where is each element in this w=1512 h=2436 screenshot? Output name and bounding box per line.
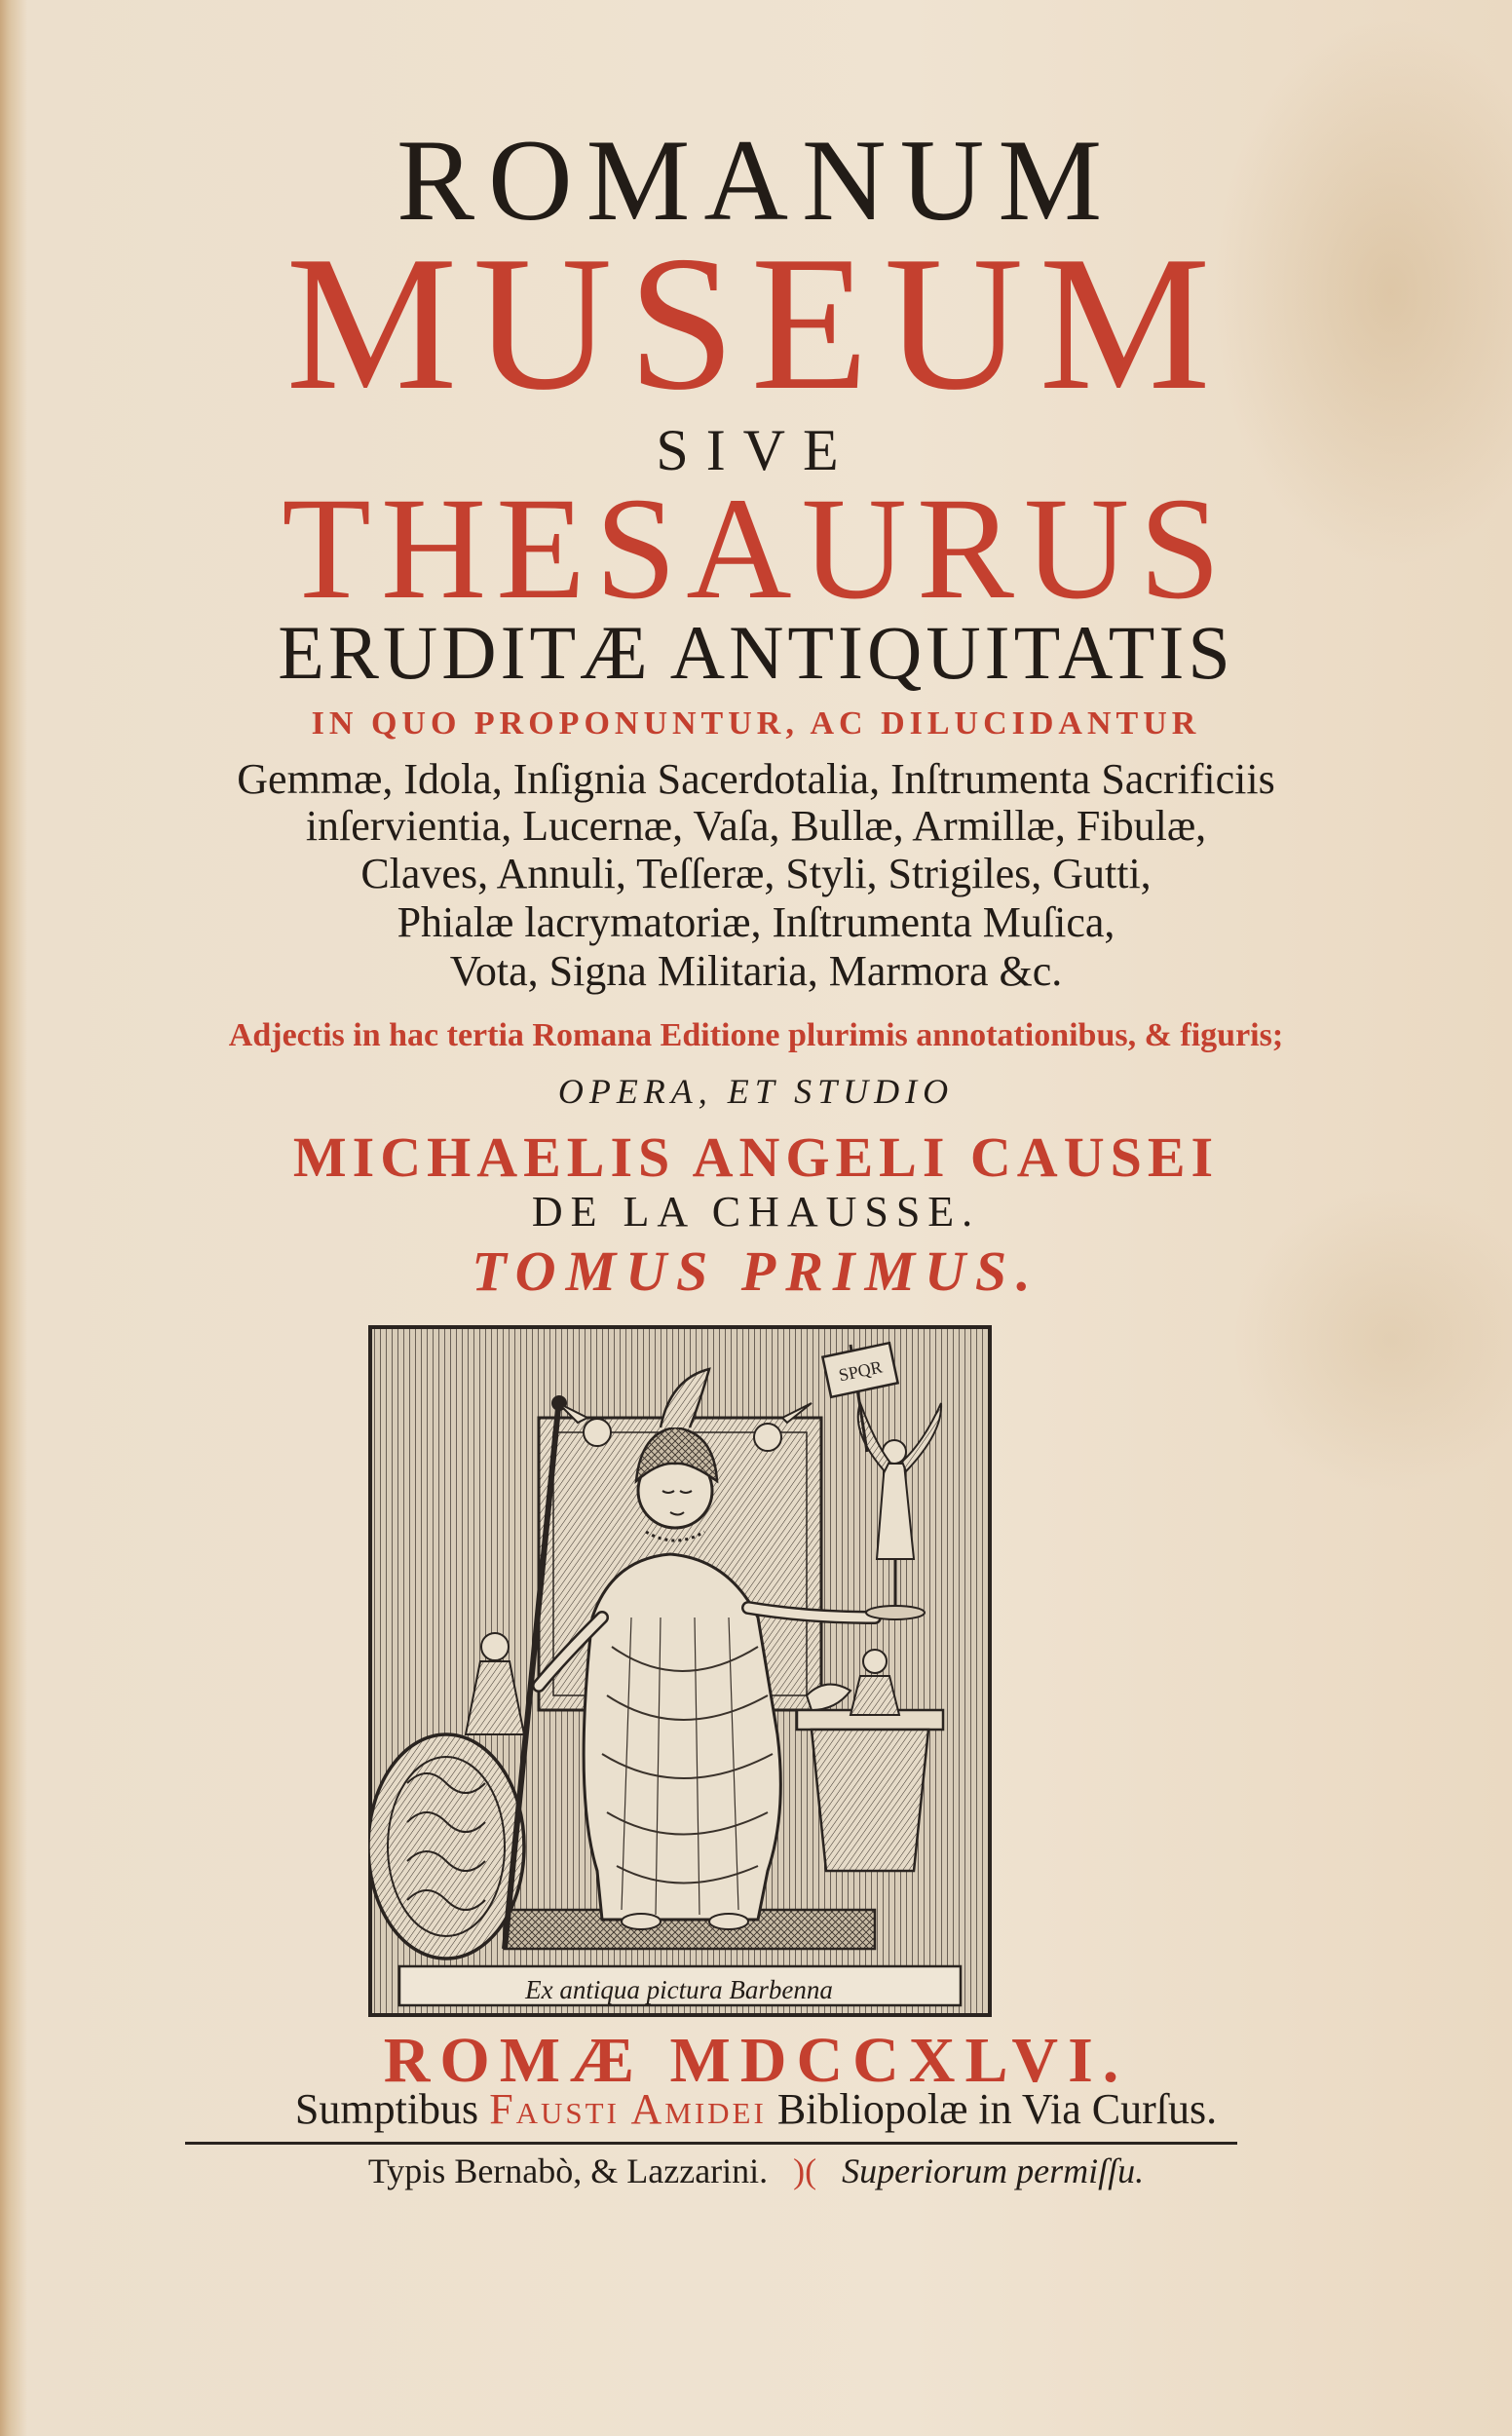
- contents-line: Claves, Annuli, Teſſeræ, Styli, Strigiles, Gutti,: [360, 850, 1152, 897]
- engraving-caption: Ex antiqua pictura Barbenna: [525, 1975, 833, 2004]
- separator-ornament: )(: [793, 2151, 817, 2190]
- imprint-publisher-line: [0, 2085, 1512, 2134]
- contents-line: Vota, Signa Militaria, Marmora &c.: [449, 947, 1063, 995]
- sumptibus-suffix: Bibliopolæ in Via Curſus.: [776, 2085, 1218, 2133]
- imprint-place-date: ROMÆ MDCCXLVI.: [383, 2025, 1129, 2096]
- title-eruditae-antiquitatis: ERUDITÆ ANTIQUITATIS: [278, 610, 1234, 695]
- imprint-rule: [185, 2142, 1237, 2145]
- contents-line: inſervientia, Lucernæ, Vaſa, Bullæ, Armillæ, Fibulæ,: [305, 802, 1207, 850]
- permission-note: Superiorum permiſſu.: [842, 2151, 1145, 2190]
- title-sive: SIVE: [656, 418, 856, 482]
- volume-label: TOMUS PRIMUS.: [472, 1239, 1040, 1303]
- printers: Typis Bernabò, & Lazzarini.: [367, 2151, 769, 2190]
- contents-line: Phialæ lacrymatoriæ, Inſtrumenta Muſica,: [397, 898, 1115, 946]
- publisher-name: Fausti Amidei: [489, 2085, 767, 2133]
- contents-line: Gemmæ, Idola, Inſignia Sacerdotalia, Inſtrumenta Sacrificiis: [237, 755, 1275, 803]
- title-romanum: ROMANUM: [396, 115, 1116, 245]
- sumptibus-prefix: Sumptibus: [294, 2085, 479, 2133]
- author-surname: DE LA CHAUSSE.: [531, 1188, 981, 1236]
- author-name: MICHAELIS ANGELI CAUSEI: [292, 1125, 1220, 1189]
- shield-icon: [368, 1734, 524, 1959]
- subtitle-in-quo: IN QUO PROPONUNTUR, AC DILUCIDANTUR: [311, 705, 1201, 742]
- spqr-banner: SPQR: [837, 1356, 885, 1386]
- opera-et-studio: OPERA, ET STUDIO: [557, 1072, 955, 1111]
- title-museum: MUSEUM: [285, 216, 1227, 430]
- title-thesaurus: THESAURUS: [282, 468, 1230, 629]
- engraving-illustration: [368, 1325, 992, 2017]
- edition-note: Adjectis in hac tertia Romana Editione plurimis annotationibus, & figuris;: [228, 1017, 1284, 1053]
- imprint-printers-line: [0, 2151, 1512, 2191]
